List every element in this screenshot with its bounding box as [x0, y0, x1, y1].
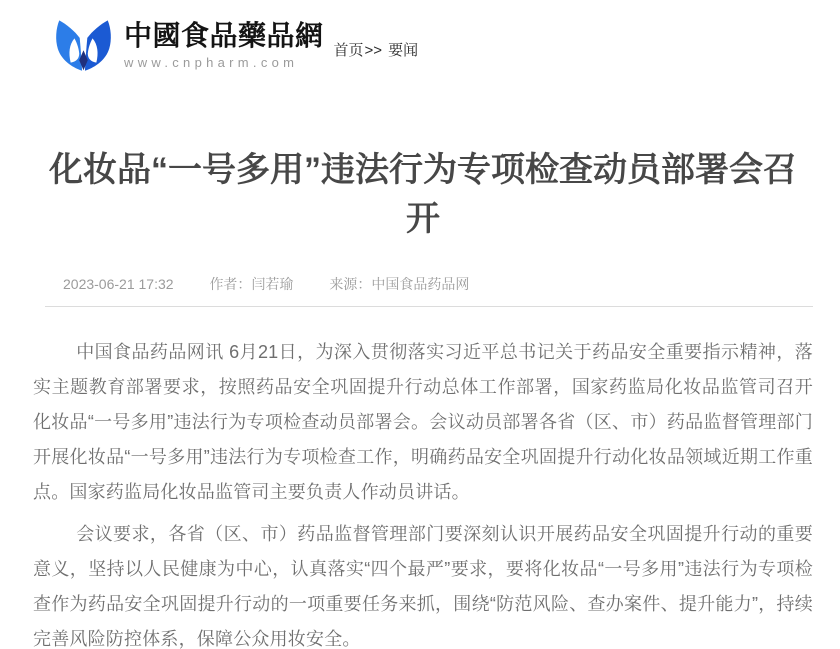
- breadcrumb: [334, 39, 419, 60]
- site-header: [0, 0, 840, 86]
- author-field: [209, 276, 293, 292]
- article-meta: [33, 274, 813, 291]
- article-title: 化妆品“一号多用”违法行为专项检查动员部署会召开: [49, 151, 797, 238]
- brand-url: www.cnpharm.com: [124, 55, 299, 70]
- article-body: [33, 335, 813, 649]
- article: [33, 146, 813, 649]
- source-value: 中国食品药品网: [371, 276, 470, 292]
- publish-date: 2023-06-21 17:32: [63, 276, 174, 292]
- article-paragraph: 会议要求，各省（区、市）药品监督管理部门要深刻认识开展药品安全巩固提升行动的重要意义，坚持以人民健康为中心，认真落实“四个最严”要求，要将化妆品“一号多用”违法行为专项检查作为药品安全巩固提升行动的一项重要任务来抓，围绕“防范风险、查办案件、提升能力”，持续完善风险防控体系，保障公众用妆安全。: [33, 524, 813, 649]
- breadcrumb-home-link[interactable]: 首页: [333, 42, 364, 59]
- source-label: 来源：: [329, 276, 372, 292]
- site-logo[interactable]: [55, 13, 324, 79]
- article-paragraph: 中国食品药品网讯 6月21日，为深入贯彻落实习近平总书记关于药品安全重要指示精神，落实主题教育部署要求，按照药品安全巩固提升行动总体工作部署，国家药监局化妆品监管司召开化妆品“一号多用”违法行为专项检查动员部署会。会议动员部署各省（区、市）药品监督管理部门开展化妆品“一号多用”违法行为专项检查工作，明确药品安全巩固提升行动化妆品领域近期工作重点。国家药监局化妆品监管司主要负责人作动员讲话。: [33, 342, 813, 502]
- logo-mark-icon: [55, 13, 112, 79]
- brand-block: [124, 13, 324, 70]
- breadcrumb-current-link[interactable]: 要闻: [388, 42, 419, 59]
- meta-divider: [45, 306, 813, 307]
- source-field: [329, 276, 469, 292]
- breadcrumb-separator-icon: >>: [364, 42, 383, 59]
- author-value: 闫若瑜: [251, 276, 294, 292]
- brand-name: 中國食品藥品網: [124, 19, 324, 52]
- author-label: 作者：: [209, 276, 252, 292]
